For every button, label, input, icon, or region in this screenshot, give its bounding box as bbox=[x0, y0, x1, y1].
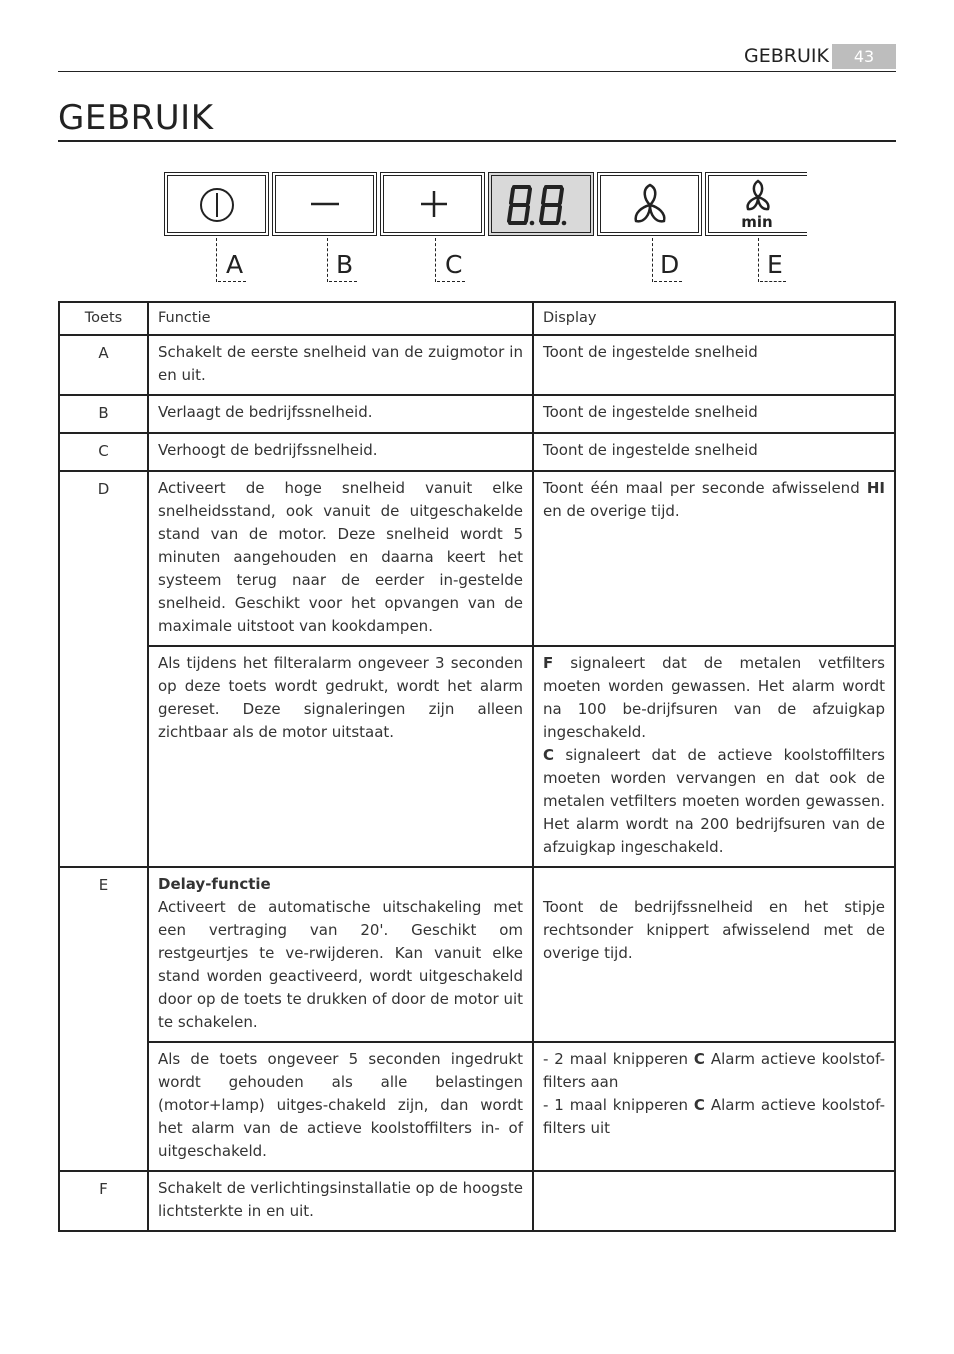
header-display: Display bbox=[533, 302, 895, 335]
fan-icon bbox=[598, 173, 703, 237]
table-row bbox=[59, 646, 895, 867]
row-functie: Delay-functie Activeert de automatische uitschakeling met een vertraging van 20'. Geschikt om restgeurtjes te ve-rwijderen. Kan vanuit elke stand worden geactiveerd, wordt uitgeschakeld door op de toets te drukken of door de motor uit te schakelen. bbox=[148, 867, 533, 1042]
row-key: E bbox=[59, 867, 148, 1171]
row-display-secondary: F signaleert dat de metalen vetfilters moeten worden gewassen. Het alarm wordt na 100 be-drijfsuren van de afzuigkap ingeschakeld. C signaleert dat de actieve koolstoffilters moeten worden vervangen en dat ook de metalen vetfilters moeten worden gewassen. Het alarm wordt na 200 bedrijfsuren van de afzuigkap ingeschakeld. bbox=[533, 646, 895, 867]
function-table bbox=[58, 301, 896, 1232]
power-icon bbox=[165, 173, 270, 237]
row-functie: Verlaagt de bedrijfssnelheid. bbox=[148, 395, 533, 433]
row-key: D bbox=[59, 471, 148, 867]
row-functie: Schakelt de eerste snelheid van de zuigmotor in en uit. bbox=[148, 335, 533, 395]
row-key: F bbox=[59, 1171, 148, 1231]
key-a-power bbox=[164, 172, 269, 236]
seven-segment-display bbox=[488, 172, 594, 236]
key-d-fan bbox=[597, 172, 702, 236]
label-d: D bbox=[660, 250, 680, 279]
row-display: Toont de bedrijfssnelheid en het stipje rechtsonder knippert afwisselend met de overige tijd. bbox=[533, 867, 895, 1042]
table-header-row bbox=[59, 302, 895, 335]
key-e-fan-min bbox=[705, 172, 807, 236]
page-number: 43 bbox=[832, 44, 896, 69]
row-key: A bbox=[59, 335, 148, 395]
table-row bbox=[59, 433, 895, 471]
label-a: A bbox=[226, 250, 244, 279]
table-row bbox=[59, 1171, 895, 1231]
row-functie-secondary: Als tijdens het filteralarm ongeveer 3 seconden op deze toets wordt gedrukt, wordt het alarm gereset. Deze signaleringen zijn alleen zichtbaar als de motor uitstaat. bbox=[148, 646, 533, 867]
row-display: Toont de ingestelde snelheid bbox=[533, 335, 895, 395]
row-display: Toont de ingestelde snelheid bbox=[533, 433, 895, 471]
row-functie: Verhoogt de bedrijfssnelheid. bbox=[148, 433, 533, 471]
header-functie: Functie bbox=[148, 302, 533, 335]
table-row bbox=[59, 471, 895, 646]
row-display: Toont één maal per seconde afwisselend HI en de overige tijd. bbox=[533, 471, 895, 646]
row-display bbox=[533, 1171, 895, 1231]
running-header-title: GEBRUIK bbox=[744, 45, 829, 67]
min-label: min bbox=[741, 213, 773, 231]
row-functie: Schakelt de verlichtingsinstallatie op de hoogste lichtsterkte in en uit. bbox=[148, 1171, 533, 1231]
row-functie: Activeert de hoge snelheid vanuit elke snelheidsstand, ook vanuit de uitgeschakelde stand van de motor. Deze snelheid wordt 5 minuten aangehouden en daarna keert het systeem terug naar de eerder in-gestelde snelheid. Geschikt voor het opvangen van de maximale uitstoot van kookdampen. bbox=[148, 471, 533, 646]
table-row bbox=[59, 395, 895, 433]
table-row bbox=[59, 335, 895, 395]
header-toets: Toets bbox=[59, 302, 148, 335]
header-rule bbox=[58, 71, 896, 72]
plus-icon bbox=[381, 173, 486, 237]
label-b: B bbox=[336, 250, 354, 279]
row-display-secondary: - 2 maal knipperen C Alarm actieve koolstof-filters aan - 1 maal knipperen C Alarm actieve koolstof-filters uit bbox=[533, 1042, 895, 1171]
row-display: Toont de ingestelde snelheid bbox=[533, 395, 895, 433]
key-c-plus bbox=[380, 172, 485, 236]
row-functie-secondary: Als de toets ongeveer 5 seconden ingedrukt wordt gehouden als alle belastingen (motor+lamp) uitges-chakeld zijn, dan wordt het alarm van de actieve koolstoffilters in- of uitgeschakeld. bbox=[148, 1042, 533, 1171]
label-c: C bbox=[445, 250, 463, 279]
label-e: E bbox=[767, 250, 783, 279]
table-row bbox=[59, 867, 895, 1042]
row-key: C bbox=[59, 433, 148, 471]
page-title: GEBRUIK bbox=[58, 98, 214, 138]
minus-icon bbox=[273, 173, 378, 237]
table-row bbox=[59, 1042, 895, 1171]
key-b-minus bbox=[272, 172, 377, 236]
title-rule bbox=[58, 140, 896, 142]
row-key: B bbox=[59, 395, 148, 433]
segment-digits-icon bbox=[489, 173, 595, 237]
